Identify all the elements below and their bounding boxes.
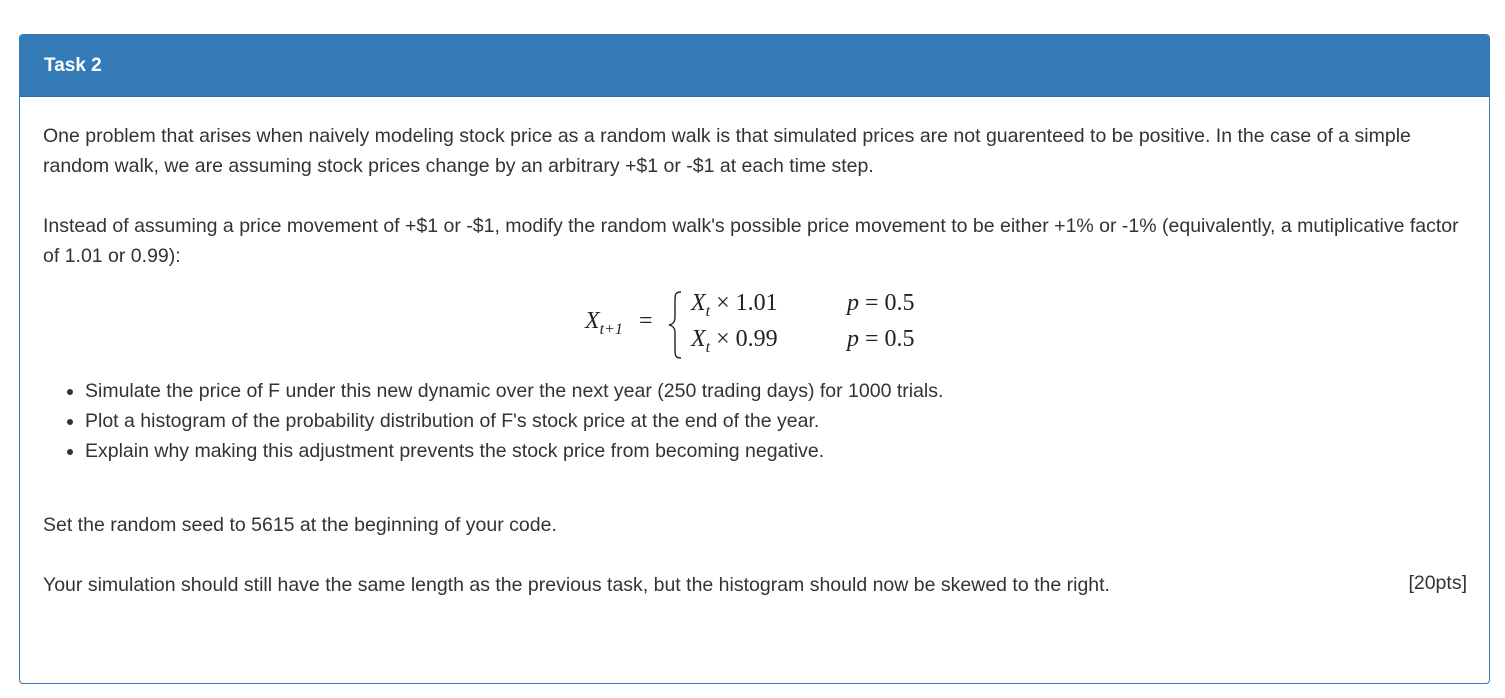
list-item: • Simulate the price of F under this new dynamic over the next year (250 trading days) for 1000 trials.	[85, 376, 1466, 406]
task-panel	[19, 34, 1490, 684]
task-body	[20, 97, 1489, 600]
task-header	[20, 35, 1489, 97]
equation-prob-down: p = 0.5	[847, 326, 915, 352]
seed-paragraph: Set the random seed to 5615 at the beginning of your code.	[43, 514, 557, 536]
equation-case-up: $X_t \times 1.01$	[691, 290, 778, 320]
length-paragraph: Your simulation should still have the same length as the previous task, but the histogram should now be skewed to the right.	[43, 574, 1110, 596]
instruction-paragraph: Instead of assuming a price movement of +$1 or -$1, modify the random walk's possible price movement to be either +1% or -1% (equivalently, a mutiplicative factor of 1.01 or 0.99):	[43, 215, 1459, 267]
equation-prob-up: p = 0.5	[847, 290, 915, 316]
points-label: [20pts]	[1408, 572, 1467, 594]
task-bullet-list	[43, 376, 1466, 466]
equation-case-down: $X_t \times 0.99$	[691, 326, 778, 356]
equation-equals: =	[639, 308, 653, 334]
left-brace-icon	[667, 291, 683, 359]
equation-lhs: $X_{t+1}$	[585, 308, 623, 338]
list-item: • Explain why making this adjustment prevents the stock price from becoming negative.	[85, 436, 1466, 466]
intro-paragraph: One problem that arises when naively modeling stock price as a random walk is that simulated prices are not guarenteed to be positive. In the case of a simple random walk, we are assuming stock prices change by an arbitrary +$1 or -$1 at each time step.	[43, 125, 1411, 177]
list-item: • Plot a histogram of the probability distribution of F's stock price at the end of the year.	[85, 406, 1466, 436]
random-walk-equation	[43, 288, 1466, 368]
task-title: Task 2	[44, 55, 102, 76]
